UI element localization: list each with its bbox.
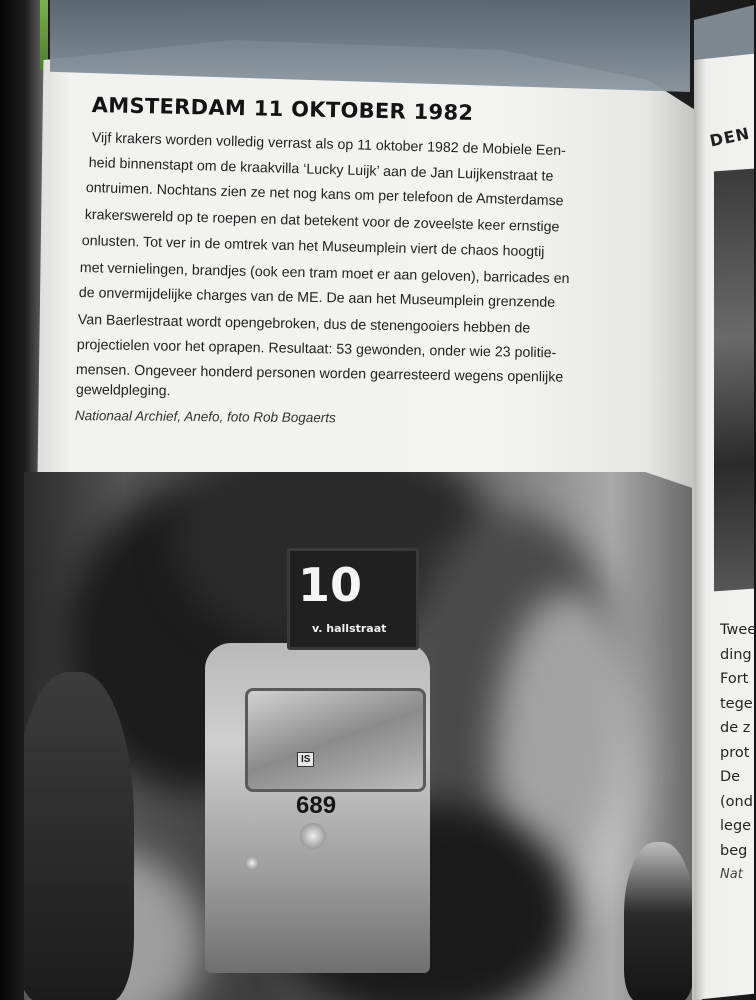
right-line: (ond	[720, 793, 753, 810]
tram-plate: IS	[297, 752, 314, 767]
body-line: geweldpleging.	[75, 382, 171, 400]
bystander-right	[624, 842, 692, 1000]
route-destination: v. hallstraat	[312, 622, 387, 635]
article-title: AMSTERDAM 11 OKTOBER 1982	[91, 93, 474, 125]
tram-windshield	[245, 688, 426, 792]
body-line: Van Baerlestraat wordt opengebroken, dus de stenengooiers hebben de	[77, 312, 531, 337]
right-line: lege	[720, 818, 752, 834]
right-line: Fort	[720, 671, 749, 687]
photo-credit: Nationaal Archief, Anefo, foto Rob Bogaerts	[74, 408, 336, 426]
body-line: de onvermijdelijke charges van de ME. De aan het Museumplein grenzende	[78, 285, 556, 311]
right-page-heading: DEN	[708, 123, 752, 151]
right-line: tege	[720, 695, 753, 712]
bystander-left	[24, 672, 134, 1000]
body-line: onlusten. Tot ver in de omtrek van het Museumplein viert de chaos hoogtij	[81, 233, 545, 261]
right-line: de z	[720, 720, 751, 736]
right-line: De	[720, 769, 741, 785]
body-line: heid binnenstapt om de kraakvilla ‘Lucky Luijk’ aan de Jan Luijkenstraat te	[88, 155, 554, 185]
right-page-credit: Nat	[720, 867, 743, 882]
right-line: ding	[720, 646, 752, 663]
right-line: Twee	[720, 622, 756, 638]
tram-number: 689	[296, 792, 337, 819]
body-line: projectielen voor het oprapen. Resultaat: 53 gewonden, onder wie 23 politie-	[76, 337, 557, 362]
tram-headlight	[300, 823, 326, 849]
article	[0, 0, 750, 470]
body-line: mensen. Ongeveer honderd personen worden gearresteerd wegens openlijke	[75, 362, 564, 386]
right-line: beg	[720, 842, 748, 859]
body-line: met vernielingen, brandjes (ook een tram moet er aan geloven), barricades en	[79, 260, 570, 288]
right-line: prot	[720, 744, 750, 761]
route-number: 10	[298, 558, 363, 612]
tram-light-small	[245, 856, 259, 870]
right-page-text	[720, 622, 756, 892]
body-line: krakerswereld op te roepen en dat betekent voor de zoveelste keer ernstige	[84, 207, 560, 236]
body-line: Vijf krakers worden volledig verrast als op 11 oktober 1982 de Mobiele Een-	[91, 130, 567, 160]
body-line: ontruimen. Nochtans zien ze net nog kans om per telefoon de Amsterdamse	[85, 180, 564, 210]
